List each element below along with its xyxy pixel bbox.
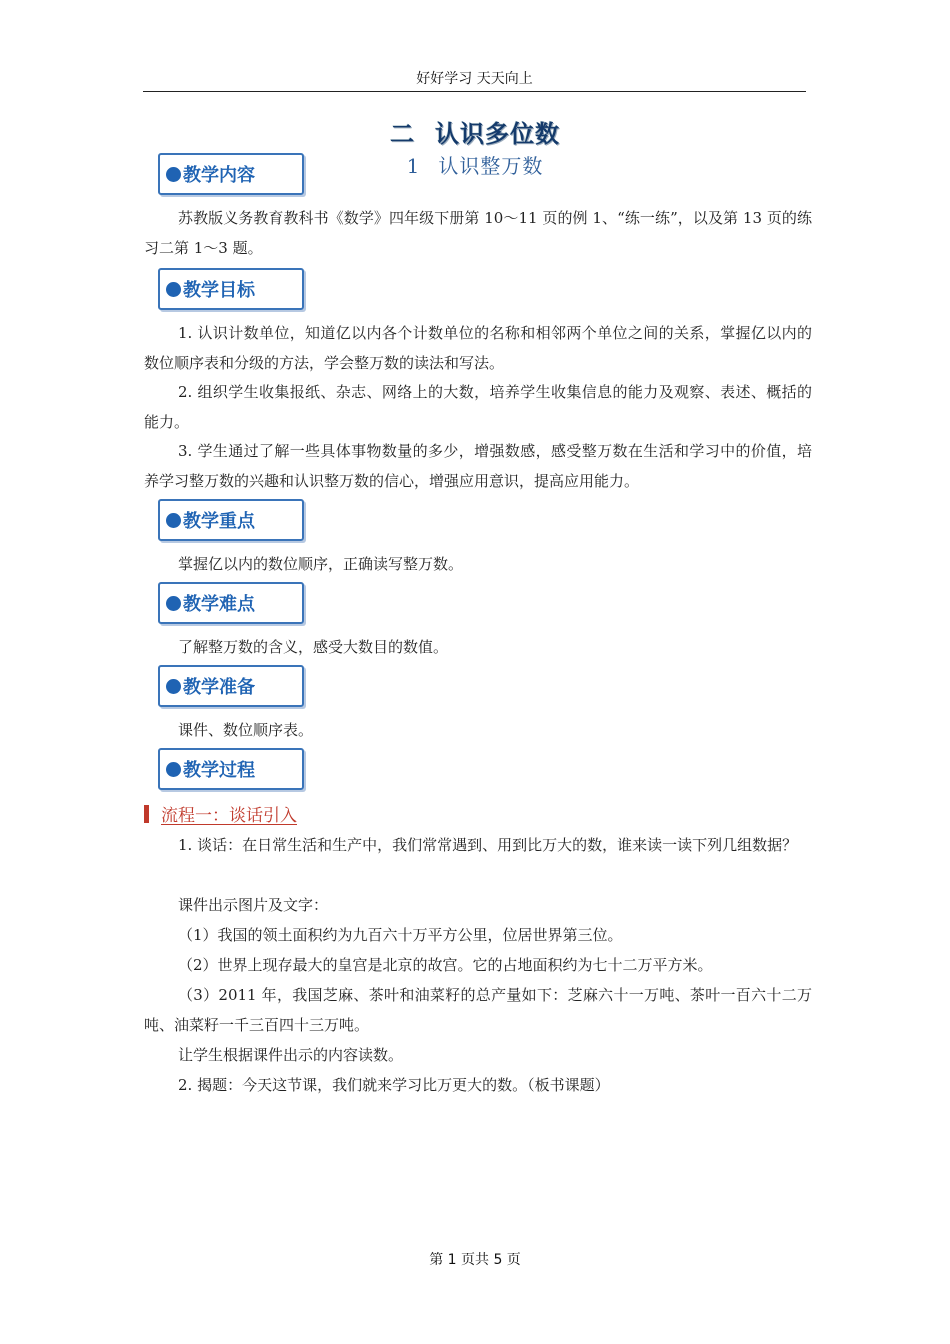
section-heading-preparation: 教学准备 bbox=[158, 665, 304, 707]
preparation-paragraph: 课件、数位顺序表。 bbox=[178, 721, 314, 739]
bullet-icon bbox=[166, 679, 181, 694]
process-paragraph-5: （3）2011 年，我国芝麻、茶叶和油菜籽的总产量如下：芝麻六十一万吨、茶叶一百六十二万吨、油菜籽一千三百四十三万吨。 bbox=[144, 986, 812, 1034]
process-paragraph-6: 让学生根据课件出示的内容读数。 bbox=[178, 1046, 404, 1064]
bullet-icon bbox=[166, 282, 181, 297]
lesson-name: 认识整万数 bbox=[438, 154, 544, 178]
process-paragraph-1: 1. 谈话：在日常生活和生产中，我们常常遇到、用到比万大的数，谁来读一读下列几组数据？ bbox=[178, 836, 798, 854]
process-paragraph-2: 课件出示图片及文字： bbox=[178, 896, 329, 914]
process-paragraph-4: （2）世界上现存最大的皇宫是北京的故宫。它的占地面积约为七十二万平方米。 bbox=[178, 956, 713, 974]
bullet-icon bbox=[166, 762, 181, 777]
bullet-icon bbox=[166, 596, 181, 611]
goal-paragraph-2: 2. 组织学生收集报纸、杂志、网络上的大数，培养学生收集信息的能力及观察、表述、概括的能力。 bbox=[144, 383, 812, 431]
goal-paragraph-3: 3. 学生通过了解一些具体事物数量的多少，增强数感，感受整万数在生活和学习中的价值，培养学习整万数的兴趣和认识整万数的信心，增强应用意识，提高应用能力。 bbox=[144, 442, 812, 490]
section-heading-key-points: 教学重点 bbox=[158, 499, 304, 541]
flow-title: 流程一：谈话引入 bbox=[144, 801, 297, 826]
lesson-number: 1 bbox=[406, 154, 421, 178]
content-paragraph: 苏教版义务教育教科书《数学》四年级下册第 10～11 页的例 1、“练一练”，以及第 13 页的练习二第 1～3 题。 bbox=[144, 209, 812, 257]
lesson-title bbox=[0, 150, 950, 179]
flow-bar-icon bbox=[144, 805, 149, 823]
bullet-icon bbox=[166, 513, 181, 528]
process-paragraph-3: （1）我国的领土面积约为九百六十万平方公里，位居世界第三位。 bbox=[178, 926, 623, 944]
process-paragraph-7: 2. 揭题：今天这节课，我们就来学习比万更大的数。（板书课题） bbox=[178, 1076, 610, 1094]
bullet-icon bbox=[166, 167, 181, 182]
key-points-paragraph: 掌握亿以内的数位顺序，正确读写整万数。 bbox=[178, 555, 464, 573]
section-heading-content: 教学内容 bbox=[158, 153, 304, 195]
chapter-name: 认识多位数 bbox=[435, 120, 560, 148]
chapter-number: 二 bbox=[390, 120, 415, 148]
section-heading-process: 教学过程 bbox=[158, 748, 304, 790]
section-heading-goals: 教学目标 bbox=[158, 268, 304, 310]
page-header: 好好学习 天天向上 bbox=[143, 68, 806, 92]
difficulties-paragraph: 了解整万数的含义，感受大数目的数值。 bbox=[178, 638, 449, 656]
page-footer: 第 1 页共 5 页 bbox=[429, 1252, 521, 1268]
goal-paragraph-1: 1. 认识计数单位，知道亿以内各个计数单位的名称和相邻两个单位之间的关系，掌握亿以内的数位顺序表和分级的方法，学会整万数的读法和写法。 bbox=[144, 324, 812, 372]
section-heading-difficulties: 教学难点 bbox=[158, 582, 304, 624]
chapter-title bbox=[0, 114, 950, 149]
